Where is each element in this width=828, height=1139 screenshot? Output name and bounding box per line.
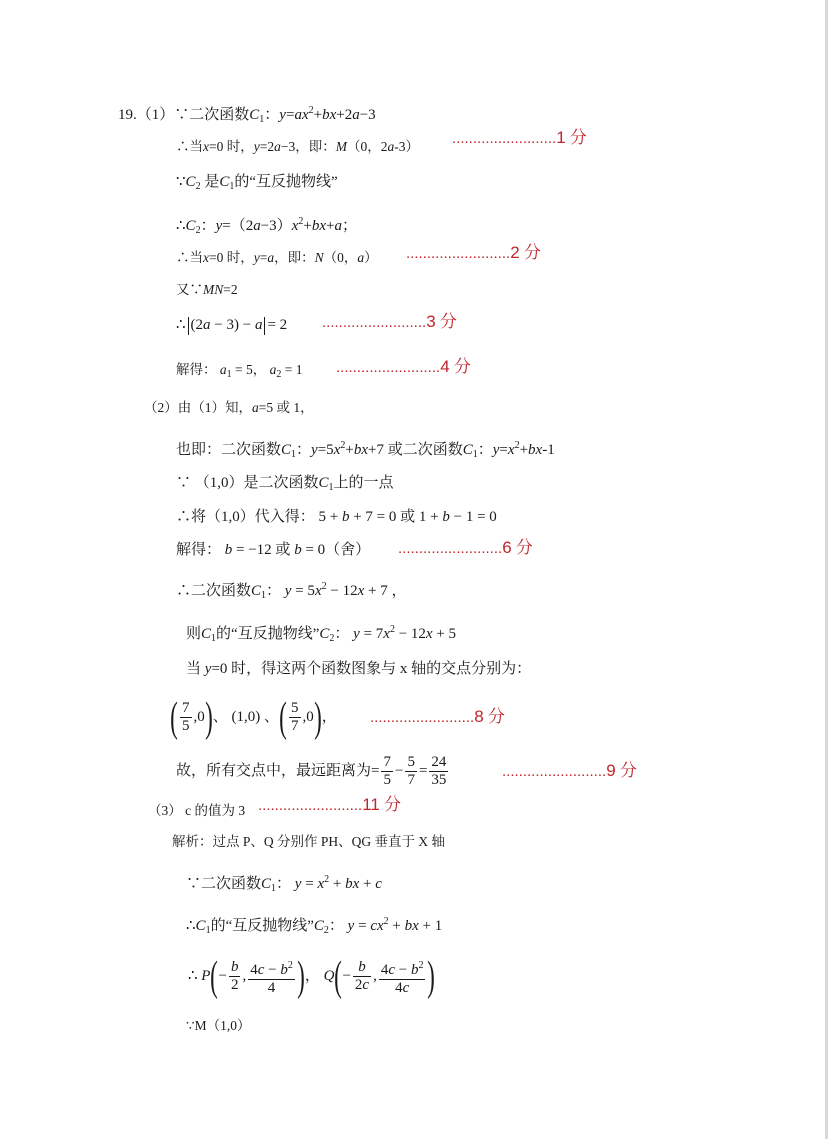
q19-p3-line1: （3） c 的值为 3 bbox=[148, 803, 246, 818]
score-2: .........................2 分 bbox=[406, 243, 541, 262]
q19-p2-line4: ∴将（1,0）代入得： 5 + b + 7 = 0 或 1 + b − 1 = 0 bbox=[176, 509, 497, 525]
q19-p2-line9: ( $\frac{7}{5}$ ,0)、 (1,0) 、( $\frac{5}{7}$ ,0)， bbox=[170, 694, 337, 741]
q19-p3-line3: ∵二次函数$C_1$： $y = x^2$ + bx + c bbox=[186, 874, 382, 894]
score-11: .........................11 分 bbox=[258, 795, 402, 814]
q19-p2-line8: 当 y=0 时，得这两个函数图象与 x 轴的交点分别为： bbox=[186, 661, 532, 677]
q19-p1-line5: ∴当x=0 时，y=a，即：N（0，a） bbox=[176, 250, 378, 265]
q19-p3-line4: $\therefore C_1$的“互反抛物线$”C_2$： $y = cx^2$ + bx + 1 bbox=[186, 916, 443, 936]
q19-p2-line7: 则$C_1$的“互反抛物线$”C_2$： $y = 7x^2 - 12x + 5$ bbox=[186, 624, 457, 644]
q19-p3-line5: ∴ P(− $\frac{b}{2}$ , $\frac{4c - b^2}{4}$ )， Q(− $\frac{b}{2c}$ , $\frac{4c - b^2}{4c}$ ) bbox=[188, 953, 436, 1000]
q19-p2-line5: 解得： b = −12 或 b = 0（舍） bbox=[176, 542, 371, 558]
q19-p1-line7: ∴ (2a − 3) − a = 2 bbox=[176, 317, 288, 333]
score-3: .........................3 分 bbox=[322, 312, 457, 331]
q19-p3-line2: 解析：过点 P、Q 分别作 PH、QG 垂直于 X 轴 bbox=[172, 834, 446, 849]
q19-p2-line3: ∵ （1,0）是二次函数$C_1$上的一点 bbox=[176, 475, 394, 493]
q19-p2-line10: 故，所有交点中，最远距离为= $\frac{7}{5}$ − $\frac{5}{7}$ = $\frac{24}{35}$ bbox=[176, 754, 447, 789]
q19-p1-line2: ∴当x=0 时，y=2a−3，即：M（0，2a-3） bbox=[176, 139, 419, 154]
q19-p3-line6: ∵M（1,0） bbox=[186, 1018, 251, 1033]
q19-p1-line4: $\therefore C_2$：$y=(2a-3)x^2+bx+a$； bbox=[176, 216, 357, 236]
score-8: .........................8 分 bbox=[370, 707, 505, 726]
score-1: .........................1 分 bbox=[452, 128, 587, 147]
score-4: .........................4 分 bbox=[336, 357, 471, 376]
score-9: .........................9 分 bbox=[502, 761, 637, 780]
score-6: .........................6 分 bbox=[398, 538, 533, 557]
q19-p2-line1: （2）由（1）知，a=5 或 1， bbox=[144, 400, 314, 415]
q19-p1-line8: 解得： $a_1 = 5$， $a_2 = 1$ bbox=[176, 362, 303, 380]
q19-p2-line6: ∴二次函数$C_1$： $y = 5x^2 - 12x + 7$ ， bbox=[176, 581, 407, 601]
q19-p1-line1: 19.（1）∵二次函数$C_1$：$y=ax^2+bx+2a-3$ bbox=[118, 105, 376, 125]
q19-p1-line3: $\because C_2$ 是$C_1$的“互反抛物线” bbox=[176, 174, 338, 192]
q19-p1-line6: 又∵MN=2 bbox=[176, 282, 238, 297]
q19-p2-line2: 也即：二次函数$C_1$：$y=5x^2+bx+7$ 或二次函数$C_1$：$y=x^2+bx-1$ bbox=[176, 440, 555, 460]
